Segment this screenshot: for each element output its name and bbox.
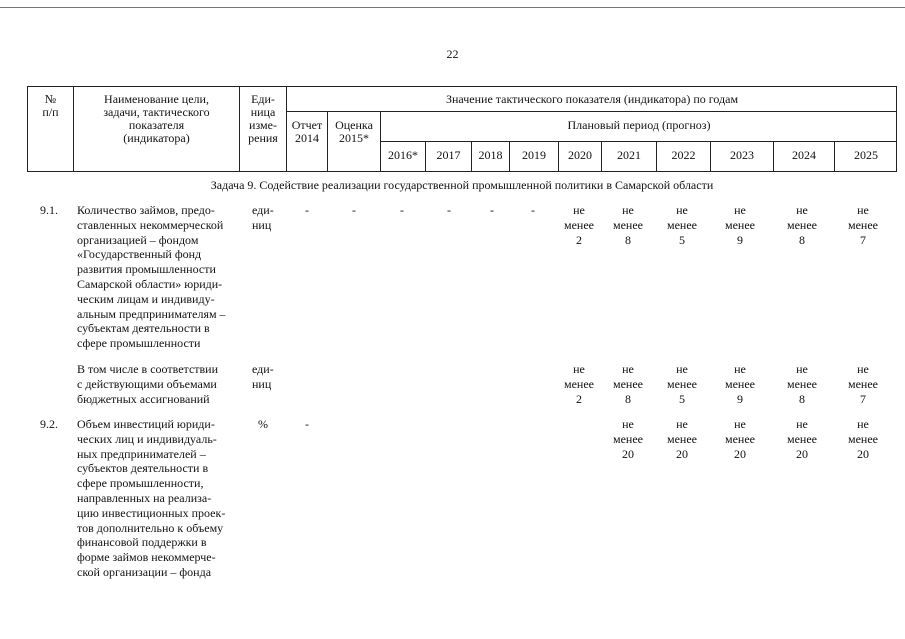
header-year: 2021 bbox=[617, 148, 641, 162]
header-year: 2024 bbox=[792, 148, 816, 162]
header-name: Наименование цели, задачи, тактического показателя (индикатора) bbox=[103, 92, 210, 145]
header-year: 2020 bbox=[568, 148, 592, 162]
value-cell: не менее 8 bbox=[613, 203, 643, 247]
indicator-name: Количество займов, предо- ставленных некоммерческой организацией – фондом «Государственный фонд развития промышленности Самарской области» юриди- ческим лицам и индивиду- альным предпринимателям – субъектам деятельности в сфере промышленности bbox=[77, 203, 226, 351]
row-number: 9.1. bbox=[40, 203, 58, 217]
value-cell: не менее 5 bbox=[667, 362, 697, 406]
header-year: 2018 bbox=[478, 148, 503, 162]
header-report: Отчет 2014 bbox=[291, 118, 323, 145]
header-year: 2017 bbox=[436, 148, 461, 162]
value-cell: не менее 9 bbox=[725, 203, 755, 247]
value-cell: не менее 8 bbox=[613, 362, 643, 406]
header-year: 2025 bbox=[854, 148, 878, 162]
unit-cell: % bbox=[258, 417, 268, 431]
value-cell: не менее 7 bbox=[848, 362, 878, 406]
value-cell: не менее 20 bbox=[725, 417, 755, 461]
value-cell: не менее 2 bbox=[564, 362, 594, 406]
dash-cell: - bbox=[400, 203, 404, 217]
value-cell: не менее 7 bbox=[848, 203, 878, 247]
value-cell: не менее 20 bbox=[787, 417, 817, 461]
task-title: Задача 9. Содействие реализации государственной промышленной политики в Самарской области bbox=[210, 178, 714, 192]
header-year: 2016* bbox=[388, 148, 418, 162]
dash-cell: - bbox=[305, 203, 309, 217]
value-cell: не менее 5 bbox=[667, 203, 697, 247]
header-year: 2019 bbox=[522, 148, 546, 162]
value-cell: не менее 8 bbox=[787, 362, 817, 406]
indicator-name: Объем инвестиций юриди- ческих лиц и индивидуаль- ных предпринимателей – субъектов деятельности в сфере промышленности, направленных на реализа- цию инвестиционных проек- тов дополнительно к объему финансовой поддержки в форме займов некоммерче- ской организации – фонда bbox=[77, 417, 226, 579]
value-cell: не менее 2 bbox=[564, 203, 594, 247]
value-cell: не менее 20 bbox=[848, 417, 878, 461]
page-top-edge bbox=[0, 7, 905, 8]
header-estimate: Оценка 2015* bbox=[335, 118, 373, 145]
table-header bbox=[27, 86, 897, 172]
header-unit: Еди- ница изме- рения bbox=[248, 92, 278, 145]
dash-cell: - bbox=[490, 203, 494, 217]
header-plan-period: Плановый период (прогноз) bbox=[567, 118, 711, 132]
unit-cell: еди- ниц bbox=[252, 203, 274, 232]
header-values-by-year: Значение тактического показателя (индикатора) по годам bbox=[445, 92, 739, 106]
page-number: 22 bbox=[446, 47, 459, 61]
dash-cell: - bbox=[305, 417, 309, 431]
value-cell: не менее 9 bbox=[725, 362, 755, 406]
dash-cell: - bbox=[531, 203, 535, 217]
header-year: 2023 bbox=[730, 148, 754, 162]
value-cell: не менее 8 bbox=[787, 203, 817, 247]
dash-cell: - bbox=[352, 203, 356, 217]
dash-cell: - bbox=[447, 203, 451, 217]
value-cell: не менее 20 bbox=[667, 417, 697, 461]
unit-cell: еди- ниц bbox=[252, 362, 274, 391]
indicator-name: В том числе в соответствии с действующими объемами бюджетных ассигнований bbox=[77, 362, 219, 406]
header-num: № п/п bbox=[42, 92, 59, 119]
row-number: 9.2. bbox=[40, 417, 58, 431]
value-cell: не менее 20 bbox=[613, 417, 643, 461]
header-year: 2022 bbox=[671, 148, 696, 162]
